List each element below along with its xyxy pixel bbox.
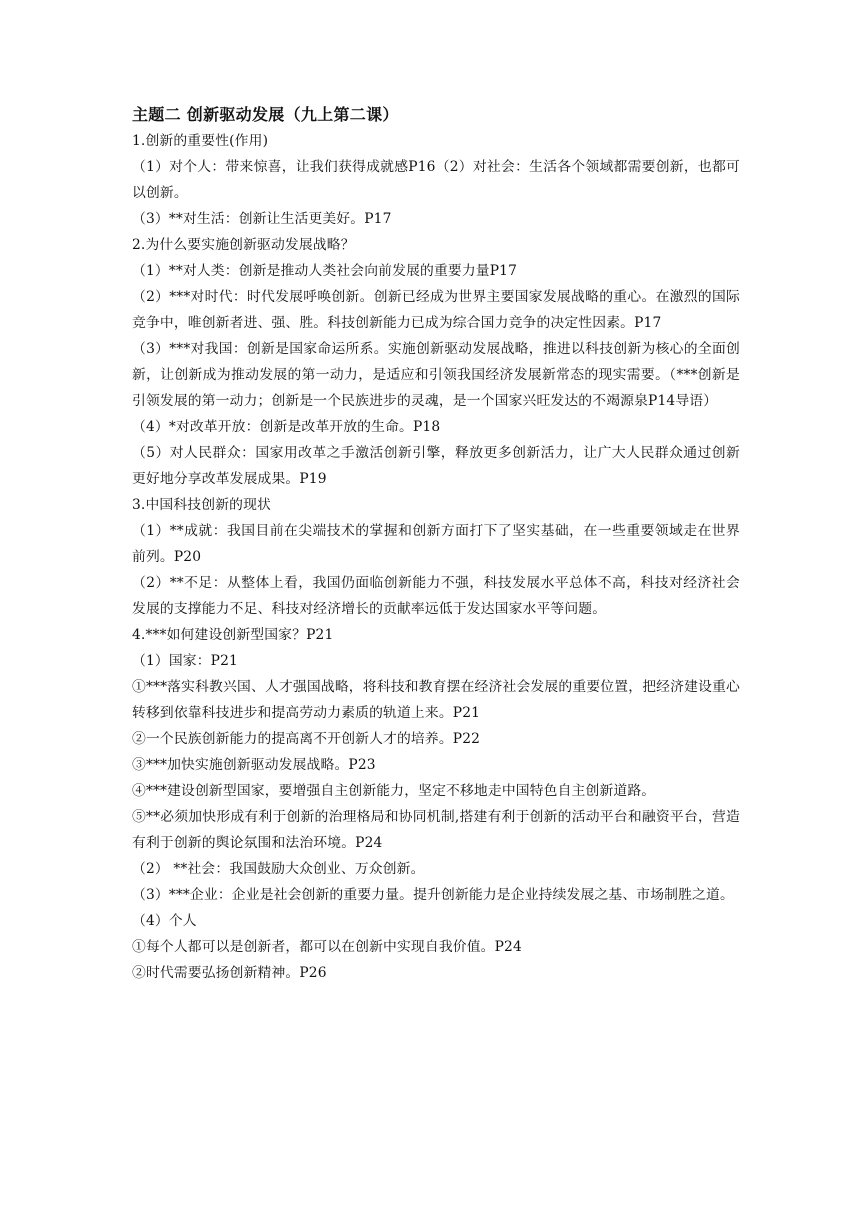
paragraph: （1）对个人：带来惊喜，让我们获得成就感P16（2）对社会：生活各个领域都需要创新，也都可以创新。: [132, 159, 740, 201]
paragraph: ④***建设创新型国家，要增强自主创新能力，坚定不移地走中国特色自主创新道路。: [132, 783, 656, 799]
paragraph: ①每个人都可以是创新者，都可以在创新中实现自我价值。P24: [132, 939, 522, 955]
paragraph: （2）**不足：从整体上看，我国仍面临创新能力不强，科技发展水平总体不高，科技对经济社会发展的支撑能力不足、科技对经济增长的贡献率远低于发达国家水平等问题。: [132, 575, 740, 617]
paragraph: （3）**对生活：创新让生活更美好。P17: [132, 211, 392, 227]
paragraph: ①***落实科教兴国、人才强国战略，将科技和教育摆在经济社会发展的重要位置，把经济建设重心转移到依靠科技进步和提高劳动力素质的轨道上来。P21: [132, 679, 740, 721]
document-title: 主题二 创新驱动发展（九上第二课）: [132, 105, 399, 124]
paragraph: （1）国家：P21: [132, 653, 238, 669]
heading-why-strategy: 2.为什么要实施创新驱动发展战略？: [132, 237, 355, 253]
paragraph: （3）***对我国：创新是国家命运所系。实施创新驱动发展战略，推进以科技创新为核心的全面创新，让创新成为推动发展的第一动力，是适应和引领我国经济发展新常态的现实需要。（***创新是引领发展的第一动力；创新是一个民族进步的灵魂，是一个国家兴旺发达的不竭源泉P14导语）: [132, 341, 740, 409]
document-body: [132, 128, 740, 986]
paragraph: （4）*对改革开放：创新是改革开放的生命。P18: [132, 419, 441, 435]
heading-how-to-build: 4.***如何建设创新型国家？P21: [132, 627, 334, 643]
paragraph: ②时代需要弘扬创新精神。P26: [132, 965, 327, 981]
paragraph: ③***加快实施创新驱动发展战略。P23: [132, 757, 376, 773]
paragraph: （5）对人民群众：国家用改革之手激活创新引擎，释放更多创新活力，让广大人民群众通过创新更好地分享改革发展成果。P19: [132, 445, 740, 487]
paragraph: （2） **社会：我国鼓励大众创业、万众创新。: [132, 861, 425, 877]
paragraph: （1）**成就：我国目前在尖端技术的掌握和创新方面打下了坚实基础，在一些重要领域走在世界前列。P20: [132, 523, 740, 565]
heading-current-status: 3.中国科技创新的现状: [132, 497, 271, 513]
paragraph: （4）个人: [132, 913, 197, 929]
heading-importance: 1.创新的重要性(作用): [132, 133, 269, 149]
paragraph: （1）**对人类：创新是推动人类社会向前发展的重要力量P17: [132, 263, 518, 279]
paragraph: （3）***企业：企业是社会创新的重要力量。提升创新能力是企业持续发展之基、市场制胜之道。: [132, 887, 734, 903]
paragraph: （2）***对时代：时代发展呼唤创新。创新已经成为世界主要国家发展战略的重心。在激烈的国际竞争中，唯创新者进、强、胜。科技创新能力已成为综合国力竞争的决定性因素。P17: [132, 289, 740, 331]
paragraph: ②一个民族创新能力的提高离不开创新人才的培养。P22: [132, 731, 481, 747]
paragraph: ⑤**必须加快形成有利于创新的治理格局和协同机制,搭建有利于创新的活动平台和融资平台，营造有利于创新的舆论氛围和法治环境。P24: [132, 809, 740, 851]
